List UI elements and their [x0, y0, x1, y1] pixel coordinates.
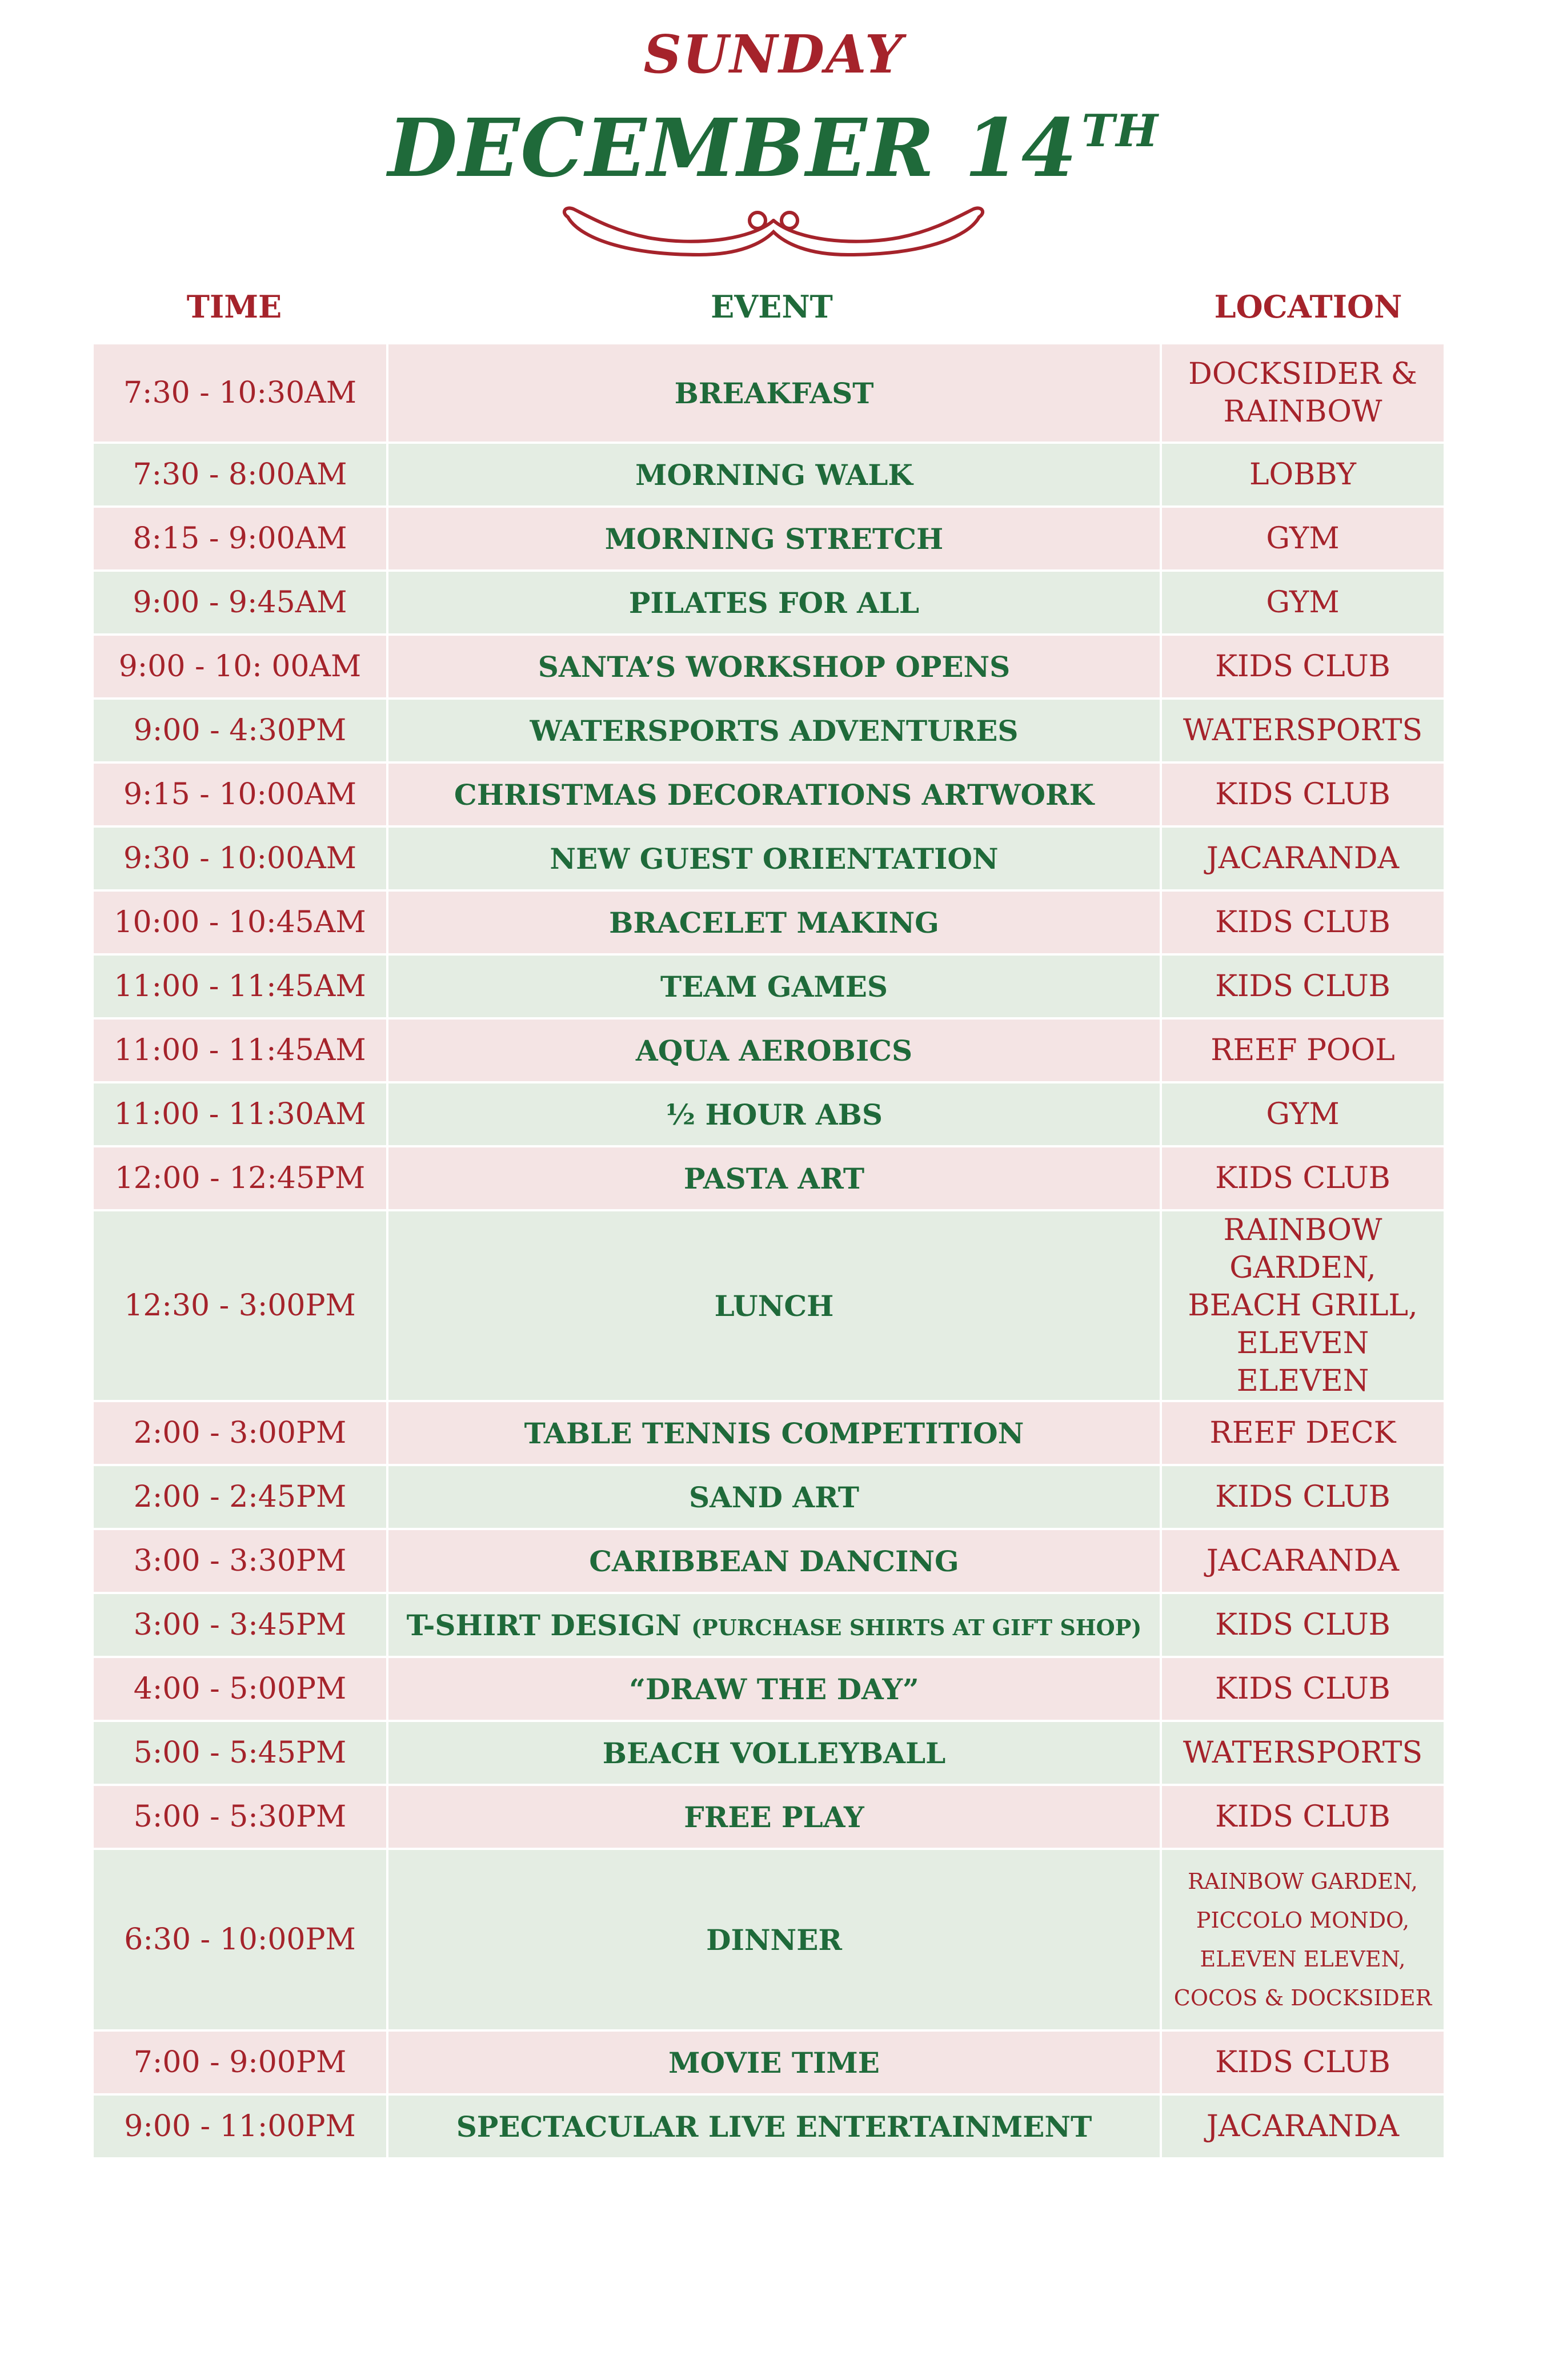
- schedule-row: [93, 571, 1445, 635]
- event-time: 11:00 - 11:45AM: [93, 954, 387, 1018]
- schedule-row: [93, 635, 1445, 699]
- page-header: [0, 23, 1547, 260]
- event-name: [387, 1529, 1161, 1593]
- event-location: KIDS CLUB: [1161, 1146, 1445, 1210]
- event-time: 7:30 - 8:00AM: [93, 443, 387, 507]
- event-name-text: ½ HOUR ABS: [665, 1097, 883, 1131]
- event-time: 7:00 - 9:00PM: [93, 2030, 387, 2094]
- date-title: [0, 86, 1547, 194]
- event-name: [387, 762, 1161, 826]
- event-location: GYM: [1161, 507, 1445, 571]
- event-time: 5:00 - 5:45PM: [93, 1721, 387, 1785]
- event-name-text: CHRISTMAS DECORATIONS ARTWORK: [454, 777, 1095, 812]
- event-location: GYM: [1161, 1082, 1445, 1146]
- event-time: 5:00 - 5:30PM: [93, 1785, 387, 1849]
- schedule-row: [93, 1657, 1445, 1721]
- event-location: KIDS CLUB: [1161, 1465, 1445, 1529]
- event-name: [387, 2094, 1161, 2158]
- event-name: [387, 1465, 1161, 1529]
- event-location: JACARANDA: [1161, 826, 1445, 890]
- location-line: COCOS & DOCKSIDER: [1173, 1985, 1432, 2010]
- event-time: 9:00 - 11:00PM: [93, 2094, 387, 2158]
- event-time: 8:15 - 9:00AM: [93, 507, 387, 571]
- event-location: [1161, 1210, 1445, 1401]
- event-location: REEF DECK: [1161, 1401, 1445, 1465]
- event-location: KIDS CLUB: [1161, 1785, 1445, 1849]
- event-name-text: SAND ART: [688, 1480, 860, 1514]
- event-time: 9:30 - 10:00AM: [93, 826, 387, 890]
- event-time: 3:00 - 3:30PM: [93, 1529, 387, 1593]
- event-name: [387, 2030, 1161, 2094]
- event-name-text: AQUA AEROBICS: [635, 1033, 913, 1067]
- event-name: [387, 1082, 1161, 1146]
- event-name-text: “DRAW THE DAY”: [629, 1672, 919, 1706]
- schedule-row: [93, 826, 1445, 890]
- event-time: 11:00 - 11:45AM: [93, 1018, 387, 1082]
- event-name-text: LUNCH: [714, 1289, 834, 1323]
- event-name: [387, 1593, 1161, 1657]
- event-time: 6:30 - 10:00PM: [93, 1849, 387, 2030]
- event-name: [387, 1657, 1161, 1721]
- schedule-row: [93, 1785, 1445, 1849]
- schedule-row: [93, 1082, 1445, 1146]
- event-name-text: MOVIE TIME: [668, 2045, 880, 2080]
- event-name: [387, 1849, 1161, 2030]
- event-name: [387, 443, 1161, 507]
- schedule-table: [91, 344, 1446, 2160]
- event-note: (PURCHASE SHIRTS AT GIFT SHOP): [691, 1614, 1142, 1640]
- event-time: 11:00 - 11:30AM: [93, 1082, 387, 1146]
- event-location: JACARANDA: [1161, 1529, 1445, 1593]
- event-time: 10:00 - 10:45AM: [93, 890, 387, 954]
- location-line: RAINBOW: [1223, 1213, 1382, 1247]
- schedule-row: [93, 890, 1445, 954]
- event-name: [387, 571, 1161, 635]
- location-line: RAINBOW GARDEN,: [1188, 1869, 1418, 1894]
- event-name-text: BRACELET MAKING: [609, 905, 939, 940]
- event-name: [387, 344, 1161, 443]
- event-location: WATERSPORTS: [1161, 699, 1445, 762]
- event-name: [387, 1018, 1161, 1082]
- column-header-location: LOCATION: [1214, 288, 1402, 325]
- event-location: KIDS CLUB: [1161, 762, 1445, 826]
- date-text: DECEMBER 14: [388, 102, 1079, 195]
- event-time: 2:00 - 2:45PM: [93, 1465, 387, 1529]
- event-name-text: T-SHIRT DESIGN: [406, 1608, 682, 1642]
- event-name: [387, 507, 1161, 571]
- schedule-row: [93, 1146, 1445, 1210]
- ornamental-flourish-icon: [556, 198, 991, 260]
- location-line: PICCOLO MONDO,: [1196, 1908, 1410, 1933]
- column-header-event: EVENT: [711, 288, 833, 325]
- event-location: JACARANDA: [1161, 2094, 1445, 2158]
- event-location: GYM: [1161, 571, 1445, 635]
- schedule-row: [93, 699, 1445, 762]
- schedule-row: [93, 344, 1445, 443]
- event-location: KIDS CLUB: [1161, 1657, 1445, 1721]
- event-location: WATERSPORTS: [1161, 1721, 1445, 1785]
- event-name-text: BEACH VOLLEYBALL: [602, 1736, 946, 1770]
- event-name-text: PILATES FOR ALL: [628, 585, 920, 620]
- event-name: [387, 954, 1161, 1018]
- event-name-text: SANTA’S WORKSHOP OPENS: [538, 649, 1011, 684]
- event-time: 2:00 - 3:00PM: [93, 1401, 387, 1465]
- event-location: KIDS CLUB: [1161, 890, 1445, 954]
- event-name: [387, 635, 1161, 699]
- event-location: [1161, 1849, 1445, 2030]
- event-time: 9:00 - 4:30PM: [93, 699, 387, 762]
- event-time: 12:30 - 3:00PM: [93, 1210, 387, 1401]
- location-line: ELEVEN ELEVEN: [1236, 1326, 1369, 1398]
- location-line: GARDEN,: [1229, 1251, 1376, 1285]
- event-time: 9:00 - 10: 00AM: [93, 635, 387, 699]
- schedule-row: [93, 1401, 1445, 1465]
- event-name-text: FREE PLAY: [684, 1800, 864, 1834]
- event-name-text: MORNING WALK: [635, 457, 913, 492]
- schedule-row: [93, 1210, 1445, 1401]
- schedule-row: [93, 954, 1445, 1018]
- event-name: [387, 890, 1161, 954]
- schedule-row: [93, 1849, 1445, 2030]
- event-name: [387, 826, 1161, 890]
- event-location: KIDS CLUB: [1161, 1593, 1445, 1657]
- schedule-row: [93, 762, 1445, 826]
- event-location: KIDS CLUB: [1161, 954, 1445, 1018]
- event-location: KIDS CLUB: [1161, 635, 1445, 699]
- schedule-row: [93, 507, 1445, 571]
- event-location: REEF POOL: [1161, 1018, 1445, 1082]
- location-line: BEACH GRILL,: [1188, 1289, 1418, 1323]
- event-name: [387, 1146, 1161, 1210]
- schedule-row: [93, 1721, 1445, 1785]
- schedule-row: [93, 2030, 1445, 2094]
- event-name-text: NEW GUEST ORIENTATION: [550, 841, 999, 876]
- event-name-text: PASTA ART: [683, 1161, 865, 1195]
- schedule-row: [93, 1465, 1445, 1529]
- event-time: 4:00 - 5:00PM: [93, 1657, 387, 1721]
- event-time: 12:00 - 12:45PM: [93, 1146, 387, 1210]
- event-name-text: SPECTACULAR LIVE ENTERTAINMENT: [456, 2109, 1092, 2144]
- schedule-row: [93, 2094, 1445, 2158]
- event-name-text: WATERSPORTS ADVENTURES: [530, 713, 1019, 748]
- schedule-row: [93, 1529, 1445, 1593]
- schedule-body: [93, 344, 1445, 2158]
- event-location: KIDS CLUB: [1161, 2030, 1445, 2094]
- event-name: [387, 699, 1161, 762]
- event-name: [387, 1785, 1161, 1849]
- event-time: 9:00 - 9:45AM: [93, 571, 387, 635]
- event-name: [387, 1401, 1161, 1465]
- event-time: 7:30 - 10:30AM: [93, 344, 387, 443]
- column-header-time: TIME: [186, 288, 282, 325]
- event-name: [387, 1721, 1161, 1785]
- event-name-text: CARIBBEAN DANCING: [589, 1544, 959, 1578]
- event-name-text: MORNING STRETCH: [604, 521, 944, 556]
- event-name-text: TEAM GAMES: [660, 969, 888, 1004]
- event-name-text: DINNER: [706, 1923, 842, 1957]
- date-suffix: TH: [1081, 105, 1159, 157]
- event-name-text: TABLE TENNIS COMPETITION: [524, 1416, 1024, 1450]
- schedule-row: [93, 1593, 1445, 1657]
- location-line: ELEVEN ELEVEN,: [1200, 1946, 1406, 1972]
- schedule-row: [93, 1018, 1445, 1082]
- day-title: SUNDAY: [643, 23, 904, 85]
- event-name-text: BREAKFAST: [674, 376, 874, 410]
- event-time: 3:00 - 3:45PM: [93, 1593, 387, 1657]
- event-location: LOBBY: [1161, 443, 1445, 507]
- event-time: 9:15 - 10:00AM: [93, 762, 387, 826]
- schedule-row: [93, 443, 1445, 507]
- event-location: DOCKSIDER & RAINBOW: [1161, 344, 1445, 443]
- event-name: [387, 1210, 1161, 1401]
